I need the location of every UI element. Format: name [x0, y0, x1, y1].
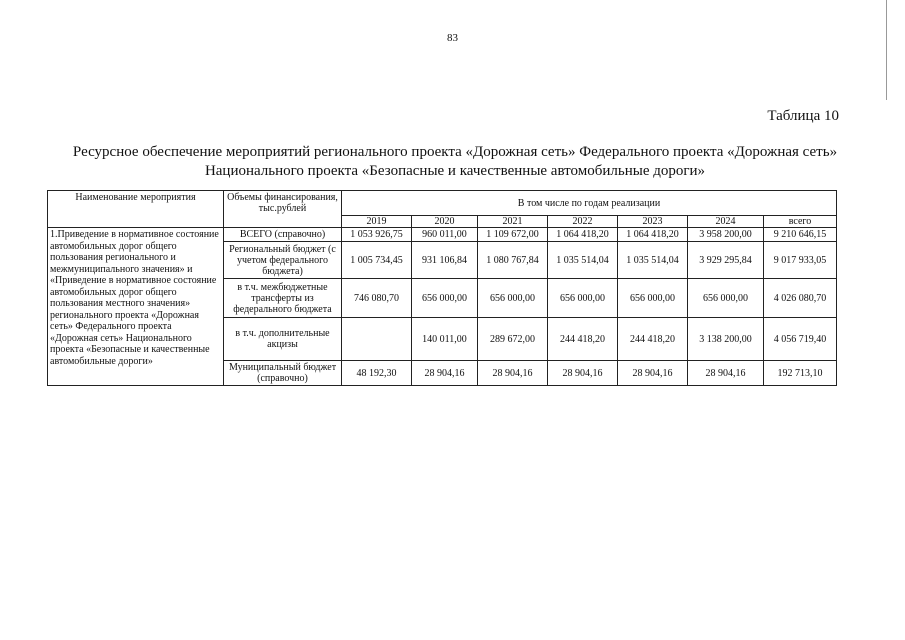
source-label: ВСЕГО (справочно) [224, 228, 342, 242]
value-cell: 3 929 295,84 [688, 242, 764, 279]
measure-name: 1.Приведение в нормативное состояние автомобильных дорог общего пользования регионального и межмуниципального значения» и «Приведение в нормативное состояние автомобильных дорог общего пользования местного значения» регионального проекта «Дорожная сеть» Федерального проекта «Дорожная сеть» Национального проекта «Безопасные и качественные автомобильные дороги» [48, 228, 224, 386]
value-cell: 140 011,00 [412, 318, 478, 361]
value-cell: 1 064 418,20 [618, 228, 688, 242]
header-year-2020: 2020 [412, 216, 478, 228]
value-cell: 192 713,10 [764, 361, 837, 386]
value-cell [342, 318, 412, 361]
value-cell: 28 904,16 [688, 361, 764, 386]
value-cell: 1 035 514,04 [618, 242, 688, 279]
header-year-2021: 2021 [478, 216, 548, 228]
value-cell: 656 000,00 [688, 279, 764, 318]
value-cell: 960 011,00 [412, 228, 478, 242]
value-cell: 289 672,00 [478, 318, 548, 361]
value-cell: 4 026 080,70 [764, 279, 837, 318]
resource-table [47, 190, 837, 386]
value-cell: 28 904,16 [548, 361, 618, 386]
value-cell: 9 210 646,15 [764, 228, 837, 242]
scan-margin-line [886, 0, 887, 100]
value-cell: 656 000,00 [548, 279, 618, 318]
value-cell: 1 080 767,84 [478, 242, 548, 279]
value-cell: 244 418,20 [548, 318, 618, 361]
page-number: 83 [447, 32, 458, 44]
header-year-2022: 2022 [548, 216, 618, 228]
value-cell: 656 000,00 [478, 279, 548, 318]
header-total: всего [764, 216, 837, 228]
title-line-2: Национального проекта «Безопасные и качественные автомобильные дороги» [204, 163, 706, 179]
header-years-group: В том числе по годам реализации [342, 191, 837, 216]
value-cell: 9 017 933,05 [764, 242, 837, 279]
header-year-2019: 2019 [342, 216, 412, 228]
header-measure: Наименование мероприятия [48, 191, 224, 228]
header-year-2023: 2023 [618, 216, 688, 228]
value-cell: 1 005 734,45 [342, 242, 412, 279]
value-cell: 931 106,84 [412, 242, 478, 279]
header-year-2024: 2024 [688, 216, 764, 228]
value-cell: 1 064 418,20 [548, 228, 618, 242]
value-cell: 28 904,16 [412, 361, 478, 386]
value-cell: 4 056 719,40 [764, 318, 837, 361]
table-row-total [48, 228, 837, 242]
header-volume: Объемы финансирования, тыс.рублей [224, 191, 342, 228]
table-label: Таблица 10 [767, 108, 839, 124]
source-label: Муниципальный бюджет (справочно) [224, 361, 342, 386]
value-cell: 3 958 200,00 [688, 228, 764, 242]
value-cell: 48 192,30 [342, 361, 412, 386]
source-label: в т.ч. дополнительные акцизы [224, 318, 342, 361]
value-cell: 3 138 200,00 [688, 318, 764, 361]
value-cell: 28 904,16 [478, 361, 548, 386]
value-cell: 1 109 672,00 [478, 228, 548, 242]
header-row-1 [48, 191, 837, 216]
source-label: Региональный бюджет (с учетом федерального бюджета) [224, 242, 342, 279]
value-cell: 656 000,00 [412, 279, 478, 318]
document-title [40, 143, 870, 181]
title-line-1: Ресурсное обеспечение мероприятий регионального проекта «Дорожная сеть» Федерального проекта «Дорожная сеть» [72, 144, 838, 160]
value-cell: 1 035 514,04 [548, 242, 618, 279]
value-cell: 656 000,00 [618, 279, 688, 318]
value-cell: 1 053 926,75 [342, 228, 412, 242]
value-cell: 28 904,16 [618, 361, 688, 386]
value-cell: 244 418,20 [618, 318, 688, 361]
value-cell: 746 080,70 [342, 279, 412, 318]
source-label: в т.ч. межбюджетные трансферты из федерального бюджета [224, 279, 342, 318]
